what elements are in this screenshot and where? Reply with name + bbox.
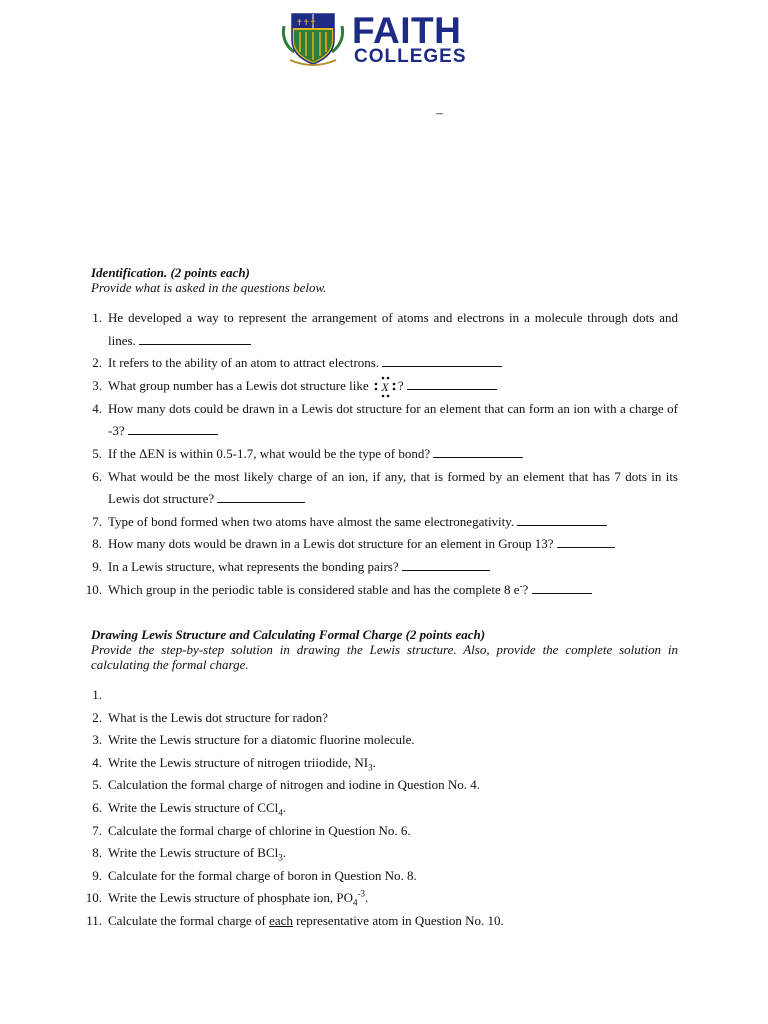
item-number: 8. <box>92 536 102 552</box>
item-number: 3. <box>92 732 102 748</box>
drawing-list <box>85 684 678 933</box>
list-item <box>92 533 678 556</box>
list-item <box>92 842 678 865</box>
list-item <box>85 579 678 602</box>
list-item <box>92 684 678 707</box>
svg-text:✝✝✝: ✝✝✝ <box>296 18 317 27</box>
item-number: 5. <box>92 777 102 793</box>
answer-blank[interactable] <box>382 354 502 367</box>
list-item <box>92 466 678 511</box>
list-item <box>92 774 678 797</box>
question-text: In a Lewis structure, what represents the bonding pairs? <box>108 558 399 574</box>
superscript: - <box>519 580 523 591</box>
question-text: Which group in the periodic table is considered stable and has the complete 8 e <box>108 581 520 597</box>
question-text: Calculation the formal charge of nitrogen and iodine in Question No. 4. <box>108 777 480 793</box>
list-item <box>92 797 678 820</box>
list-item <box>92 865 678 888</box>
drawing-title: Drawing Lewis Structure and Calculating Formal Charge (2 points each) <box>91 627 486 642</box>
list-item <box>92 511 678 534</box>
college-logo <box>280 12 495 70</box>
item-number: 9. <box>92 867 102 883</box>
identification-instruction: Provide what is asked in the questions below. <box>91 280 327 295</box>
answer-blank[interactable] <box>557 535 615 548</box>
list-item <box>92 556 678 579</box>
item-number: 10. <box>85 890 102 906</box>
answer-blank[interactable] <box>139 332 251 345</box>
answer-blank[interactable] <box>128 422 218 435</box>
list-item <box>86 910 678 933</box>
question-text-end: . <box>282 799 286 815</box>
question-text: Calculate the formal charge of <box>108 912 270 928</box>
list-item <box>92 398 678 443</box>
subscript: 3 <box>368 762 373 773</box>
answer-blank[interactable] <box>433 445 523 458</box>
answer-blank[interactable] <box>532 581 592 594</box>
list-item <box>85 887 678 910</box>
item-number: 3. <box>92 377 102 393</box>
question-text: It refers to the ability of an atom to attract electrons. <box>108 355 380 371</box>
list-item <box>92 820 678 843</box>
question-text-end: representative atom in Question No. 10. <box>292 912 504 928</box>
item-number: 11. <box>86 912 102 928</box>
list-item <box>92 729 678 752</box>
item-number: 4. <box>92 754 102 770</box>
question-text-end: ? <box>522 581 529 597</box>
list-item <box>92 307 678 352</box>
item-number: 10. <box>85 581 102 597</box>
question-text: Calculate for the formal charge of boron in Question No. 8. <box>108 867 417 883</box>
question-text: How many dots could be drawn in a Lewis dot structure for an element that can form an ion with a charge of -3? <box>108 400 678 439</box>
item-number: 2. <box>92 709 102 725</box>
question-text: He developed a way to represent the arrangement of atoms and electrons in a molecule through dots and lines. <box>108 310 678 348</box>
item-number: 4. <box>92 400 102 416</box>
item-number: 1. <box>92 687 102 702</box>
drawing-instruction: Provide the step-by-step solution in drawing the Lewis structure. Also, provide the complete solution in calculating the formal charge. <box>91 642 678 672</box>
crest-icon <box>280 12 346 68</box>
question-text: What group number has a Lewis dot structure like <box>108 377 372 393</box>
subscript: 4 <box>352 897 358 908</box>
list-item <box>92 443 678 466</box>
item-number: 6. <box>92 468 102 484</box>
element-symbol: X <box>381 379 389 394</box>
subscript: 4 <box>278 807 283 818</box>
item-number: 8. <box>92 845 102 861</box>
item-number: 7. <box>92 513 102 529</box>
title-dash: – <box>436 106 443 121</box>
list-item <box>92 707 678 730</box>
question-text: Write the Lewis structure of phosphate ion, PO <box>108 890 353 906</box>
question-text: What is the Lewis dot structure for radon? <box>108 709 328 725</box>
question-text: Write the Lewis structure of CCl <box>108 799 279 815</box>
item-number: 6. <box>92 799 102 815</box>
question-text: If the ΔEN is within 0.5-1.7, what would be the type of bond? <box>108 445 431 461</box>
identification-list <box>85 307 678 601</box>
lewis-dot-structure-icon <box>372 376 398 398</box>
superscript: -3 <box>357 889 365 900</box>
subscript: 3 <box>278 852 283 863</box>
item-number: 7. <box>92 822 102 838</box>
item-number: 5. <box>92 445 102 461</box>
list-item <box>92 752 678 775</box>
list-item <box>92 352 678 375</box>
question-text-end: . <box>372 754 376 770</box>
question-text: How many dots would be drawn in a Lewis dot structure for an element in Group 13? <box>108 536 554 552</box>
underlined-word: each <box>269 912 293 928</box>
identification-title: Identification. (2 points each) <box>91 265 250 280</box>
answer-blank[interactable] <box>402 558 490 571</box>
question-text: Write the Lewis structure of BCl <box>108 845 279 861</box>
question-text-end: . <box>364 890 369 906</box>
question-text: Write the Lewis structure of nitrogen triiodide, NI <box>108 754 369 770</box>
list-item <box>92 375 678 398</box>
item-number: 2. <box>92 355 102 371</box>
answer-blank[interactable] <box>217 490 305 503</box>
question-text: Type of bond formed when two atoms have almost the same electronegativity. <box>108 513 515 529</box>
question-text: Write the Lewis structure for a diatomic fluorine molecule. <box>108 732 415 748</box>
question-text: Calculate the formal charge of chlorine in Question No. 6. <box>108 822 411 838</box>
brand-name: FAITH <box>352 10 462 51</box>
answer-blank[interactable] <box>407 377 497 390</box>
question-text-end: ? <box>397 377 404 393</box>
item-number: 9. <box>92 558 102 574</box>
item-number: 1. <box>92 310 102 325</box>
brand-subtitle: COLLEGES <box>354 46 467 67</box>
question-text-end: . <box>282 845 286 861</box>
question-text: What would be the most likely charge of an ion, if any, that is formed by an element that has 7 dots in its Lewis dot structure? <box>108 468 678 507</box>
answer-blank[interactable] <box>517 513 607 526</box>
